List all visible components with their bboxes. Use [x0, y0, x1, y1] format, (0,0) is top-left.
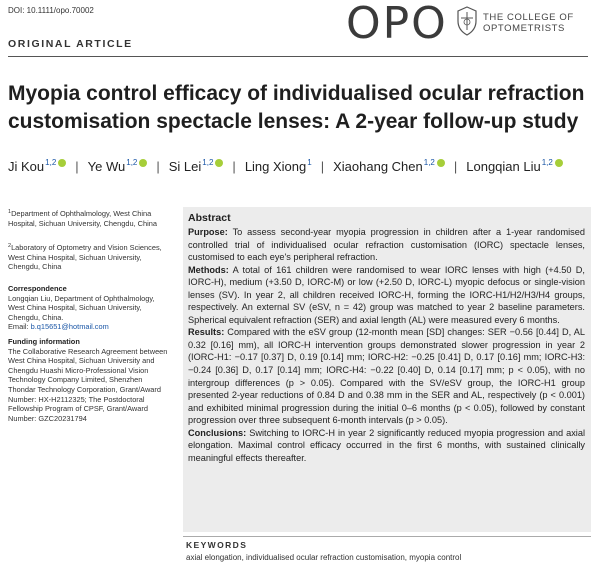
- author-affiliation-ref: 1,2: [45, 158, 57, 167]
- author-name: Ye Wu: [87, 159, 126, 174]
- college-crest-icon: [456, 6, 478, 36]
- article-type: ORIGINAL ARTICLE: [8, 38, 133, 50]
- author-affiliation-ref: 1,2: [541, 158, 553, 167]
- author-name: Si Lei: [168, 159, 202, 174]
- college-line-2: OPTOMETRISTS: [483, 23, 565, 34]
- author-separator: |: [453, 159, 458, 174]
- correspondence-text: Longqian Liu, Department of Ophthalmology, West China Hospital, Sichuan University, Chengdu, China.: [8, 293, 155, 322]
- author-name: Ji Kou: [8, 159, 45, 174]
- keywords-text: axial elongation, individualised ocular refraction customisation, myopia control: [186, 553, 462, 562]
- keywords-divider: [183, 536, 591, 537]
- abstract-results: [188, 326, 585, 426]
- abstract-methods: [188, 264, 585, 327]
- author-list: [8, 158, 600, 174]
- results-text: Compared with the eSV group (12-month mean [SD] changes: SER −0.56 [0.44] D, AL 0.32 [0.16] mm), all IORC-H intervention groups demonstrated slower progression in year 2 (IORC-H1: −0.17 [0.37] D, 0.19 [0.14] mm; IORC-H2: −0.25 [0.41] D, 0.17 [0.16] mm; IORC-H3: −0.24 [0.36] D, 0.17 [0.14] mm; IORC-H4: −0.22 [0.40] D, 0.14 [0.17] mm; p < 0.05), with no intergroup differences (p > 0.05). Compared with the SV/eSV group, the IORC-H1 group presented 2-year reductions of 0.84 D and 0.38 mm in the SER and AL, respectively (p < 0.001) and exhibited minimal progression during the initial 0–6 months (p < 0.05), followed by constant progression over three subsequent 6-month intervals (p > 0.05).: [188, 327, 585, 426]
- author-affiliation-ref: 1,2: [202, 158, 214, 167]
- affiliation-2: [8, 242, 168, 272]
- author-separator: |: [75, 159, 79, 174]
- orcid-icon[interactable]: [58, 159, 66, 167]
- orcid-icon[interactable]: [555, 159, 563, 167]
- funding-text: The Collaborative Research Agreement between West China Hospital, Sichuan University and Chengdu Huashi Micro-Professional Vision Technology Company Limited, Shenzhen Thondar Technology Corporation, Grant/Award Number: HX-H2112325; The Postdoctoral Fellowship Program of CPSF, Grant/Award Number: GZC20231794: [8, 346, 168, 423]
- author[interactable]: [466, 158, 563, 174]
- methods-label: Methods:: [188, 264, 229, 275]
- email-link[interactable]: b.q15651@hotmail.com: [30, 322, 109, 332]
- author[interactable]: [333, 158, 445, 174]
- results-label: Results:: [188, 327, 225, 338]
- conclusions-text: Switching to IORC-H in year 2 significantly reduced myopia progression and axial elongation. Maximal control efficacy occurred in the first 6 months, with sustained clinically meaningful effects thereafter.: [188, 427, 585, 463]
- abstract-conclusions: [188, 427, 585, 465]
- author[interactable]: [169, 158, 224, 174]
- author-separator: |: [156, 159, 160, 174]
- author-name: Xiaohang Chen: [333, 159, 423, 174]
- author-affiliation-ref: 1: [307, 158, 312, 167]
- email-label: Email:: [8, 322, 31, 332]
- affiliation-number: 2: [8, 243, 12, 249]
- abstract-heading: Abstract: [188, 212, 231, 224]
- author-separator: |: [232, 159, 236, 174]
- college-line-1: THE COLLEGE OF: [483, 12, 574, 23]
- author[interactable]: [245, 158, 312, 174]
- purpose-label: Purpose:: [188, 227, 228, 237]
- conclusions-label: Conclusions:: [188, 427, 247, 438]
- author-separator: |: [320, 159, 325, 174]
- journal-logo: OPO: [346, 0, 448, 49]
- funding-heading: Funding information: [8, 337, 80, 346]
- author-name: Ling Xiong: [244, 159, 307, 174]
- funding-block: [8, 337, 168, 423]
- affiliation-text: Laboratory of Optometry and Vision Sciences, West China Hospital, Sichuan University, Chengdu, China: [8, 243, 162, 272]
- abstract-purpose: [188, 226, 585, 264]
- author-name: Longqian Liu: [466, 159, 541, 174]
- orcid-icon[interactable]: [437, 159, 445, 167]
- author-affiliation-ref: 1,2: [126, 158, 138, 167]
- correspondence-heading: Correspondence: [8, 284, 67, 293]
- doi-text: DOI: 10.1111/opo.70002: [8, 6, 94, 15]
- affiliation-text: Department of Ophthalmology, West China Hospital, Sichuan University, Chengdu, China: [8, 209, 157, 228]
- orcid-icon[interactable]: [139, 159, 147, 167]
- article-title: Myopia control efficacy of individualised ocular refraction customisation spectacle lenses: A 2-year follow-up study: [8, 82, 585, 133]
- methods-text: A total of 161 children were randomised to wear IORC lenses with high (+4.50 D, IORC-H), medium (+3.50 D, IORC-M) or low (+2.50 D, IORC-L) myopic defocus or single-vision lenses (SV). In year 2, all children received IORC-H, forming the IORC-H1/H2/H3/H4 groups, respectively. An external SV (eSV, n = 42) group was matched to year 2 baseline parameters. Spherical equivalent refraction (SER) and axial length (AL) were measured every 6 months.: [188, 264, 585, 325]
- correspondence-email-line: [8, 322, 168, 332]
- affiliation-1: [8, 208, 168, 228]
- author[interactable]: [88, 158, 148, 174]
- header-divider: [8, 56, 588, 57]
- college-name: [483, 12, 574, 34]
- author-affiliation-ref: 1,2: [423, 158, 435, 167]
- orcid-icon[interactable]: [215, 159, 223, 167]
- purpose-text: To assess second-year myopia progression in children after a 1-year randomised controlled trial of individualised ocular refraction customisation (IORC) spectacle lenses, customised to each eye's peripheral refraction.: [188, 227, 585, 263]
- author[interactable]: [8, 158, 66, 174]
- correspondence-block: [8, 284, 168, 332]
- keywords-heading: KEYWORDS: [186, 540, 248, 550]
- abstract-body: [188, 226, 585, 464]
- affiliation-number: 1: [8, 209, 12, 215]
